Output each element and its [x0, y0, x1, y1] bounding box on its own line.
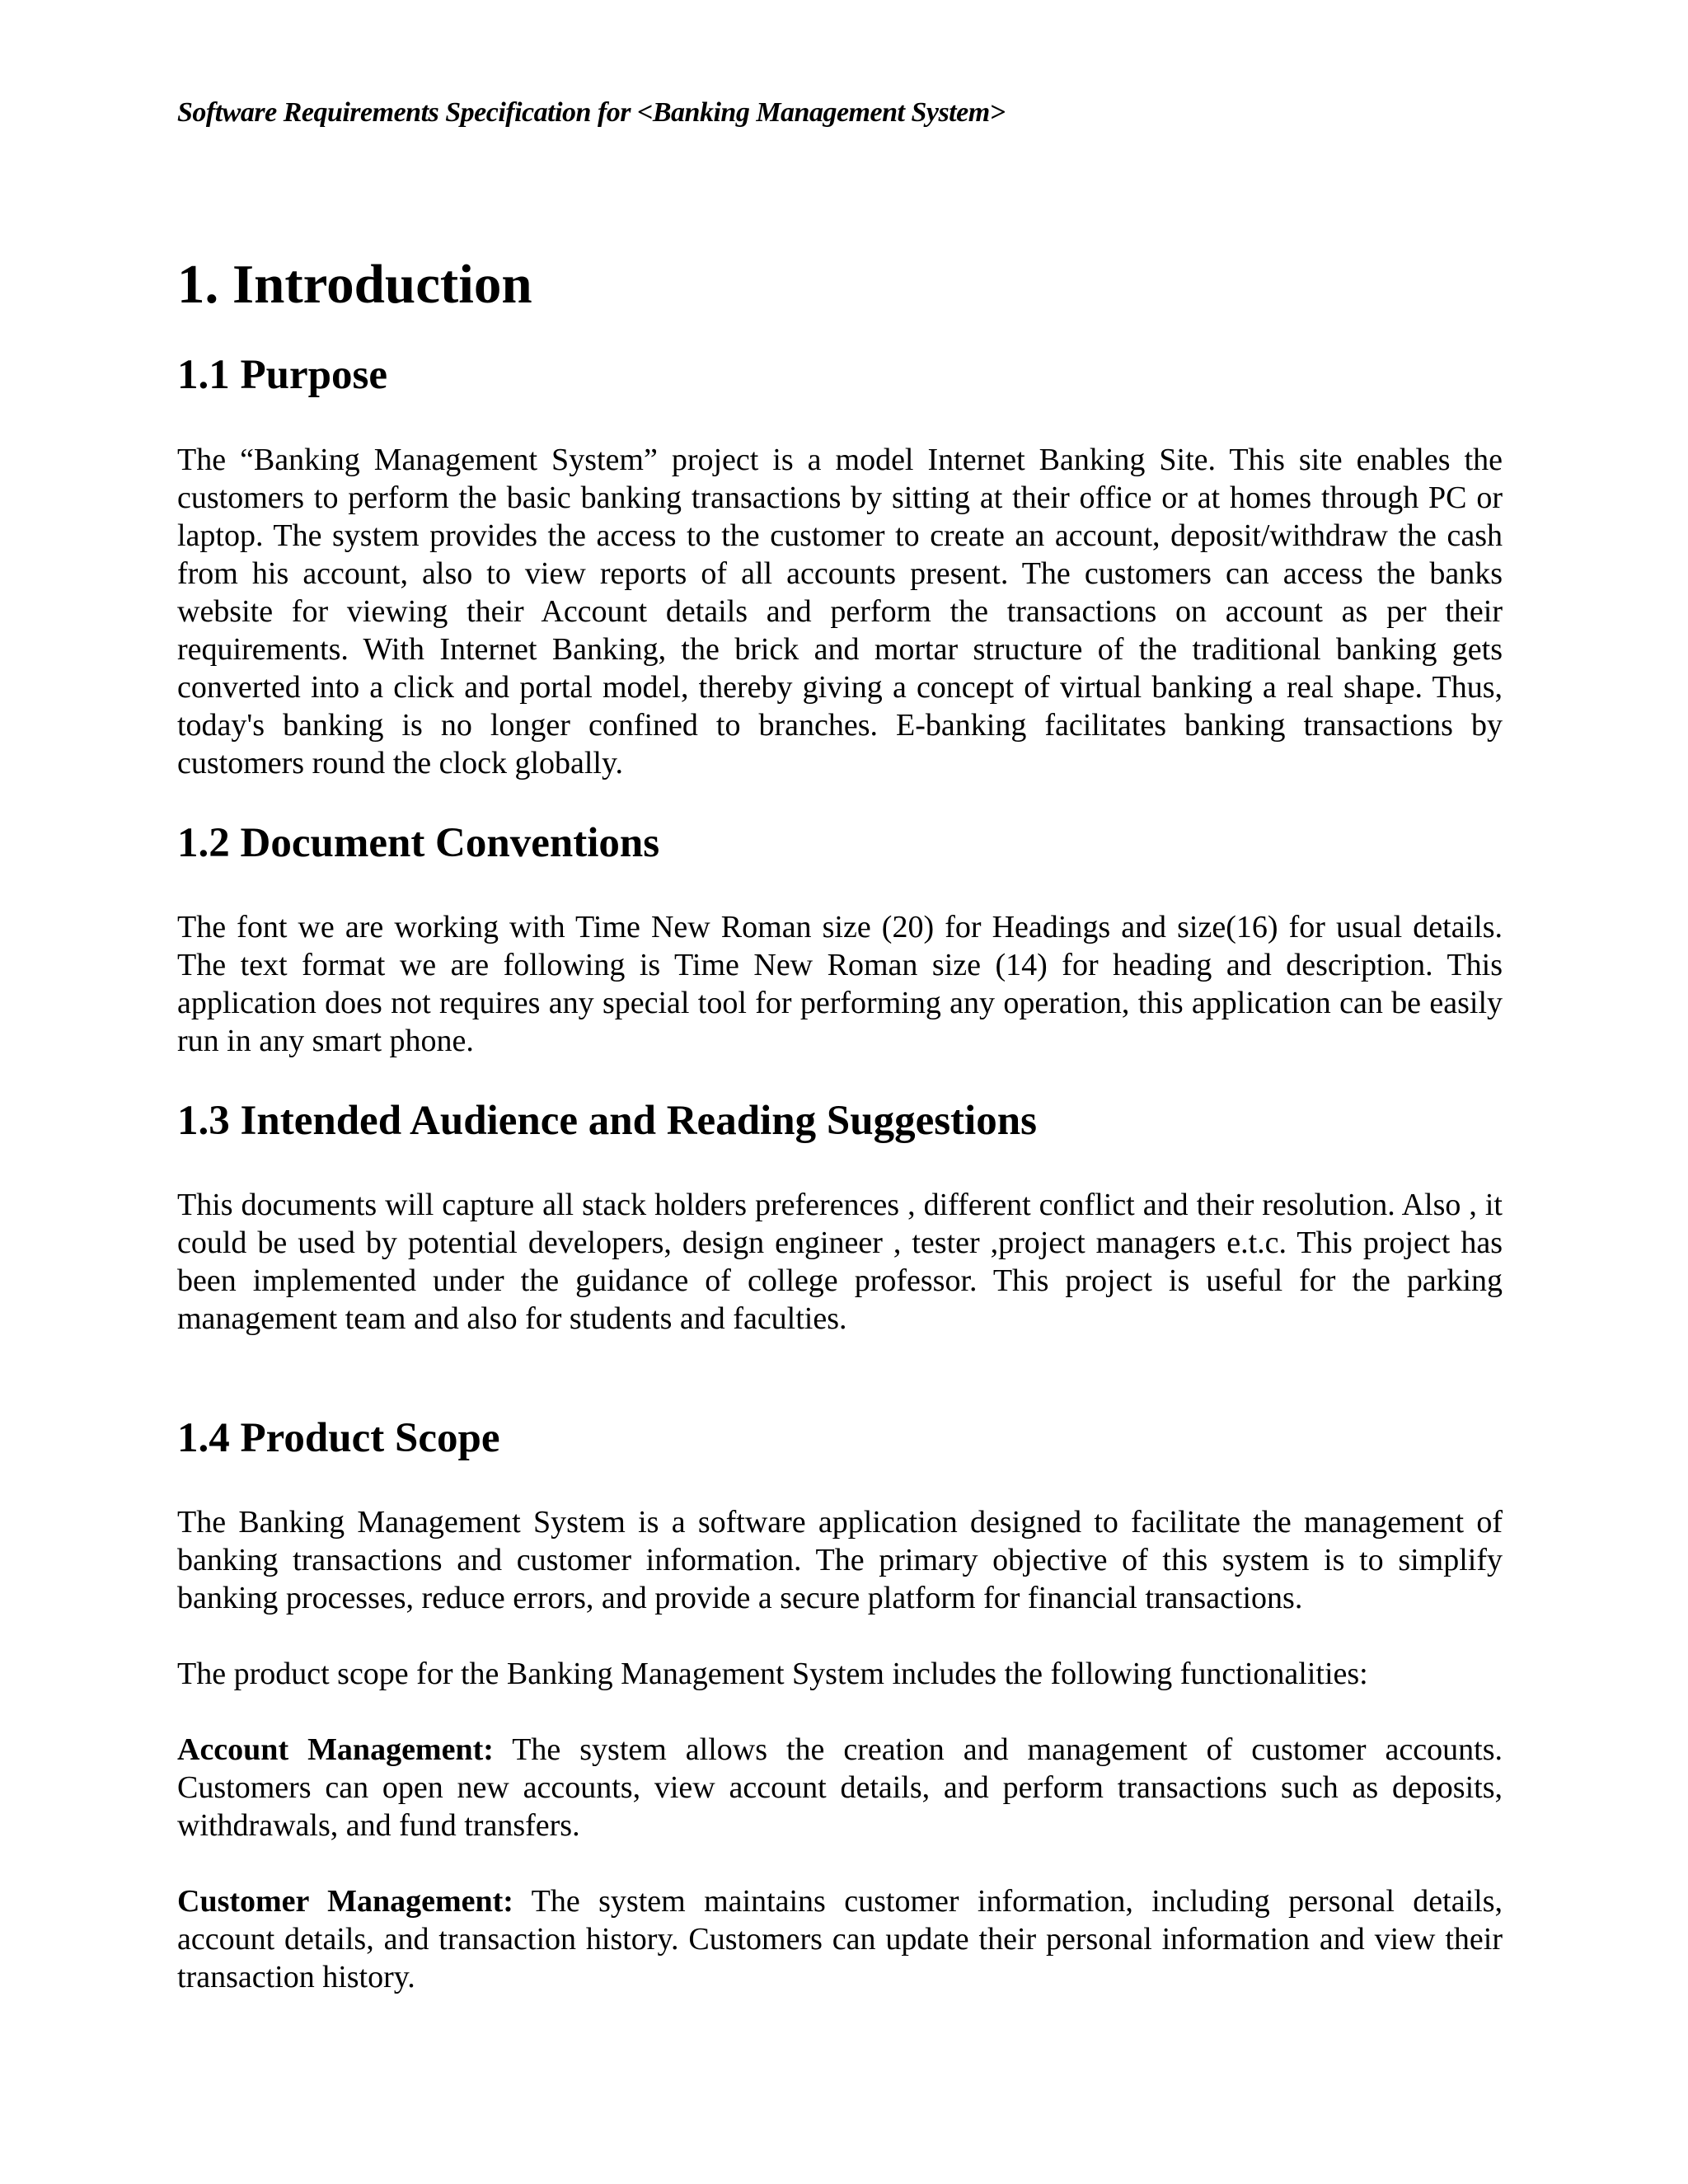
- document-body: [177, 251, 1503, 1996]
- section-purpose: [177, 350, 1503, 781]
- feature-label: Customer Management:: [177, 1884, 513, 1919]
- section-paragraph: The Banking Management System is a software application designed to facilitate the management of banking transactions and customer information. The primary objective of this system is to simplify banking processes, reduce errors, and provide a secure platform for financial transactions.: [177, 1505, 1503, 1616]
- feature-paragraph: [177, 1882, 1503, 1996]
- feature-text: The system maintains customer information, including personal details, account details, and transaction history. Customers can update their personal information and view their transaction history.: [177, 1884, 1503, 1995]
- section-paragraph: The “Banking Management System” project is a model Internet Banking Site. This site enables the customers to perform the basic banking transactions by sitting at their office or at homes through PC or laptop. The system provides the access to the customer to create an account, deposit/withdraw the cash from his account, also to view reports of all accounts present. The customers can access the banks website for viewing their Account details and perform the transactions on account as per their requirements. With Internet Banking, the brick and mortar structure of the traditional banking gets converted into a click and portal model, thereby giving a concept of virtual banking a real shape. Thus, today's banking is no longer confined to branches. E-banking facilitates banking transactions by customers round the clock globally.: [177, 442, 1503, 780]
- section-intended-audience: [177, 1096, 1503, 1338]
- section-document-conventions: [177, 818, 1503, 1060]
- section-product-scope: [177, 1413, 1503, 1996]
- section-heading: 1.1 Purpose: [177, 352, 387, 399]
- section-paragraph: The product scope for the Banking Management System includes the following functionalities:: [177, 1657, 1368, 1692]
- section-heading: 1.2 Document Conventions: [177, 819, 660, 866]
- section-heading: 1.3 Intended Audience and Reading Suggestions: [177, 1097, 1037, 1144]
- section-paragraph: This documents will capture all stack holders preferences , different conflict and their resolution. Also , it could be used by potential developers, design engineer , tester ,project managers e.t.c. This project has been implemented under the guidance of college professor. This project is useful for the parking management team and also for students and faculties.: [177, 1187, 1503, 1336]
- running-header: Software Requirements Specification for <Banking Management System>: [177, 97, 1006, 128]
- feature-label: Account Management:: [177, 1732, 494, 1768]
- feature-paragraph: [177, 1731, 1503, 1844]
- chapter-title: 1. Introduction: [177, 254, 532, 315]
- feature-text: The system allows the creation and management of customer accounts. Customers can open new accounts, view account details, and perform transactions such as deposits, withdrawals, and fund transfers.: [177, 1732, 1503, 1844]
- section-heading: 1.4 Product Scope: [177, 1414, 500, 1461]
- section-paragraph: The font we are working with Time New Roman size (20) for Headings and size(16) for usual details. The text format we are following is Time New Roman size (14) for heading and description. This application does not requires any special tool for performing any operation, this application can be easily run in any smart phone.: [177, 909, 1503, 1058]
